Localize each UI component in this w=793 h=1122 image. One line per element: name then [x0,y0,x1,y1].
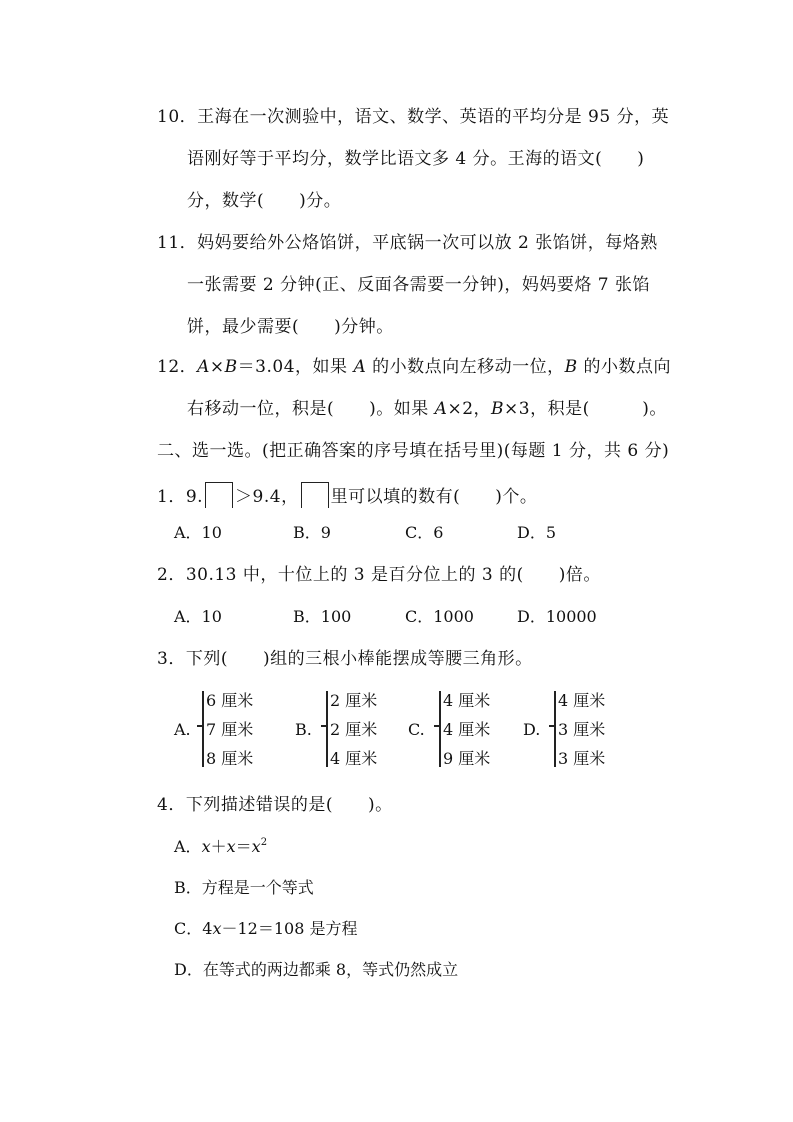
s2-q2-option-d: D．10000 [517,607,597,626]
s2-q2-option-a: A．10 [174,607,222,626]
q12-var-a-3: A [434,399,448,419]
s2-q3-group-c-item-3: 9 厘米 [443,749,491,768]
s2-q3-group-a-item-3: 8 厘米 [206,749,254,768]
s2-q1-option-d: D．5 [517,523,557,542]
q12-line2c: ×3，积是( )。 [504,399,667,419]
s2-q3-group-a-item-2: 7 厘米 [206,720,254,739]
q12-var-b: B [224,357,238,377]
s2-q1-stem [157,482,537,508]
s2-q2-option-b: B．100 [293,607,352,626]
q12-line2b: ×2， [447,399,492,419]
s2-q4-option-c-var-x: x [212,919,222,938]
s2-q1-suffix: 里可以填的数有( )个。 [330,487,538,507]
s2-q3-group-b-label: B. [295,720,312,739]
q10-line-2: 语刚好等于平均分，数学比语文多 4 分。王海的语文( ) [187,149,645,169]
blank-box [205,482,233,508]
s2-q3-group-c-label: C. [408,720,425,739]
s2-q1-option-b: B．9 [293,523,331,542]
q12-var-a: A [197,357,210,377]
q12-times: × [209,357,225,377]
q11-line-3: 饼，最少需要( )分钟。 [187,317,394,337]
s2-q3-group-d-item-2: 3 厘米 [558,720,606,739]
q12-var-b-3: B [491,399,505,419]
q12-line-1 [157,356,671,378]
q12-mid2: 的小数点向 [577,357,672,377]
s2-q4-stem: 4．下列描述错误的是( )。 [157,795,393,815]
s2-q3-group-a-item-1: 6 厘米 [206,691,254,710]
s2-q4-var-x-3: x [251,837,261,856]
s2-q4-option-c-rest: －12＝108 是方程 [221,919,358,938]
q12-var-b-2: B [564,357,578,377]
q12-eq: ＝3.04，如果 [237,357,354,377]
s2-q3-group-b-item-2: 2 厘米 [330,720,378,739]
s2-q3-stem: 3．下列( )组的三根小棒能摆成等腰三角形。 [157,649,533,669]
s2-q2-option-c: C．1000 [405,607,474,626]
s2-q3-group-c-item-2: 4 厘米 [443,720,491,739]
section-2-title: 二、选一选。(把正确答案的序号填在括号里)(每题 1 分，共 6 分) [157,441,670,461]
s2-q3-group-d-label: D. [523,720,541,739]
q10-line-3: 分，数学( )分。 [187,191,342,211]
s2-q4-option-a-label: A． [174,837,202,856]
s2-q1-prefix: 1．9. [157,487,204,507]
s2-q4-var-x-2: x [226,837,236,856]
s2-q2-stem: 2．30.13 中，十位上的 3 是百分位上的 3 的( )倍。 [157,565,601,585]
q12-number: 12． [157,357,198,377]
s2-q4-eq: ＝ [235,837,252,856]
s2-q3-group-c-item-1: 4 厘米 [443,691,491,710]
q12-line2a: 右移动一位，积是( )。如果 [187,399,435,419]
s2-q4-option-c-label: C．4 [174,919,213,938]
q12-line-2 [187,398,667,420]
blank-box-2 [301,482,329,508]
s2-q1-mid: ＞9.4， [235,487,299,507]
s2-q3-group-d-item-1: 4 厘米 [558,691,606,710]
s2-q3-group-a-label: A. [174,720,191,739]
s2-q4-option-d: D．在等式的两边都乘 8，等式仍然成立 [174,960,459,979]
s2-q4-exponent: 2 [260,837,268,848]
s2-q4-option-b: B．方程是一个等式 [174,878,314,897]
q11-line-2: 一张需要 2 分钟(正、反面各需要一分钟)，妈妈要烙 7 张馅 [187,275,651,295]
s2-q4-plus: ＋ [210,837,227,856]
q11-line-1: 11．妈妈要给外公烙馅饼，平底锅一次可以放 2 张馅饼，每烙熟 [157,233,658,253]
s2-q3-group-b-item-3: 4 厘米 [330,749,378,768]
s2-q3-group-d-item-3: 3 厘米 [558,749,606,768]
q10-line-1: 10．王海在一次测验中，语文、数学、英语的平均分是 95 分，英 [157,107,670,127]
s2-q1-option-c: C．6 [405,523,444,542]
s2-q4-var-x-1: x [201,837,211,856]
s2-q4-option-a [174,836,267,861]
s2-q1-option-a: A．10 [174,523,222,542]
q12-var-a-2: A [353,357,367,377]
s2-q3-group-b-item-1: 2 厘米 [330,691,378,710]
s2-q4-option-c [174,918,357,940]
q12-mid1: 的小数点向左移动一位， [366,357,565,377]
